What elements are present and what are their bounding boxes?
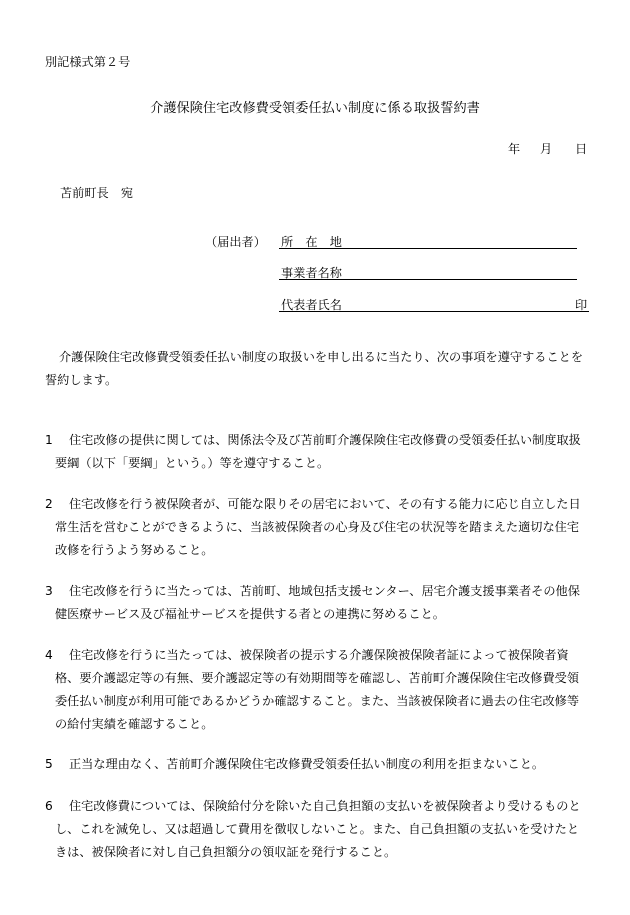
company-name-label: 事業者名称 [281, 266, 342, 280]
item-text: 住宅改修を行うに当たっては、被保険者の提示する介護保険被保険者証によって被保険者資格、要介護認定等の有無、要介護認定等の有効期間等を確認し、苫前町介護保険住宅改修費受領委任払い制度が利用可能であるかどうか確認すること。また、当該被保険者に過去の住宅改修等の給付実績を確認すること。 [55, 648, 580, 731]
item-number: 3 [45, 584, 53, 598]
addressee: 苫前町長 宛 [60, 186, 134, 200]
date-day-label: 日 [575, 142, 588, 156]
applicant-label: （届出者） [205, 235, 266, 249]
item-text: 住宅改修を行うに当たっては、苫前町、地域包括支援センター、居宅介護支援事業者その他保健医療サービス及び福祉サービスを提供する者との連携に努めること。 [55, 584, 580, 621]
item-number: 4 [45, 648, 53, 662]
list-item [45, 429, 590, 475]
seal-mark: 印 [575, 298, 588, 312]
document-title: 介護保険住宅改修費受領委任払い制度に係る取扱誓約書 [150, 101, 480, 116]
company-name-underline [279, 279, 577, 280]
item-text: 正当な理由なく、苫前町介護保険住宅改修費受領委任払い制度の利用を拒まないこと。 [69, 757, 545, 771]
address-label: 所 在 地 [281, 235, 342, 249]
list-item [45, 580, 590, 626]
representative-label: 代表者氏名 [281, 298, 342, 312]
item-text: 住宅改修費については、保険給付分を除いた自己負担額の支払いを被保険者より受けるものとし、これを減免し、又は超過して費用を徴収しないこと。また、自己負担額の支払いを受けたときは、被保険者に対し自己負担額分の領収証を発行すること。 [55, 799, 581, 859]
form-number: 別記様式第２号 [45, 55, 131, 69]
representative-underline [279, 311, 589, 312]
item-text: 住宅改修の提供に関しては、関係法令及び苫前町介護保険住宅改修費の受領委任払い制度取扱要綱（以下「要綱」という。）等を遵守すること。 [55, 433, 581, 470]
item-number: 6 [45, 799, 53, 813]
item-number: 2 [45, 497, 53, 511]
item-text: 住宅改修を行う被保険者が、可能な限りその居宅において、その有する能力に応じ自立した日常生活を営むことができるように、当該被保険者の心身及び住宅の状況等を踏まえた適切な住宅改修を行うよう努めること。 [55, 497, 581, 557]
list-item [45, 795, 590, 864]
item-number: 1 [45, 433, 53, 447]
date-month-label: 月 [540, 142, 553, 156]
intro-paragraph: 介護保険住宅改修費受領委任払い制度の取扱いを申し出るに当たり、次の事項を遵守することを誓約します。 [45, 350, 584, 387]
address-underline [279, 248, 577, 249]
list-item [45, 493, 590, 562]
item-number: 5 [45, 757, 53, 771]
date-year-label: 年 [508, 142, 521, 156]
list-item [45, 753, 590, 776]
list-item [45, 644, 590, 736]
